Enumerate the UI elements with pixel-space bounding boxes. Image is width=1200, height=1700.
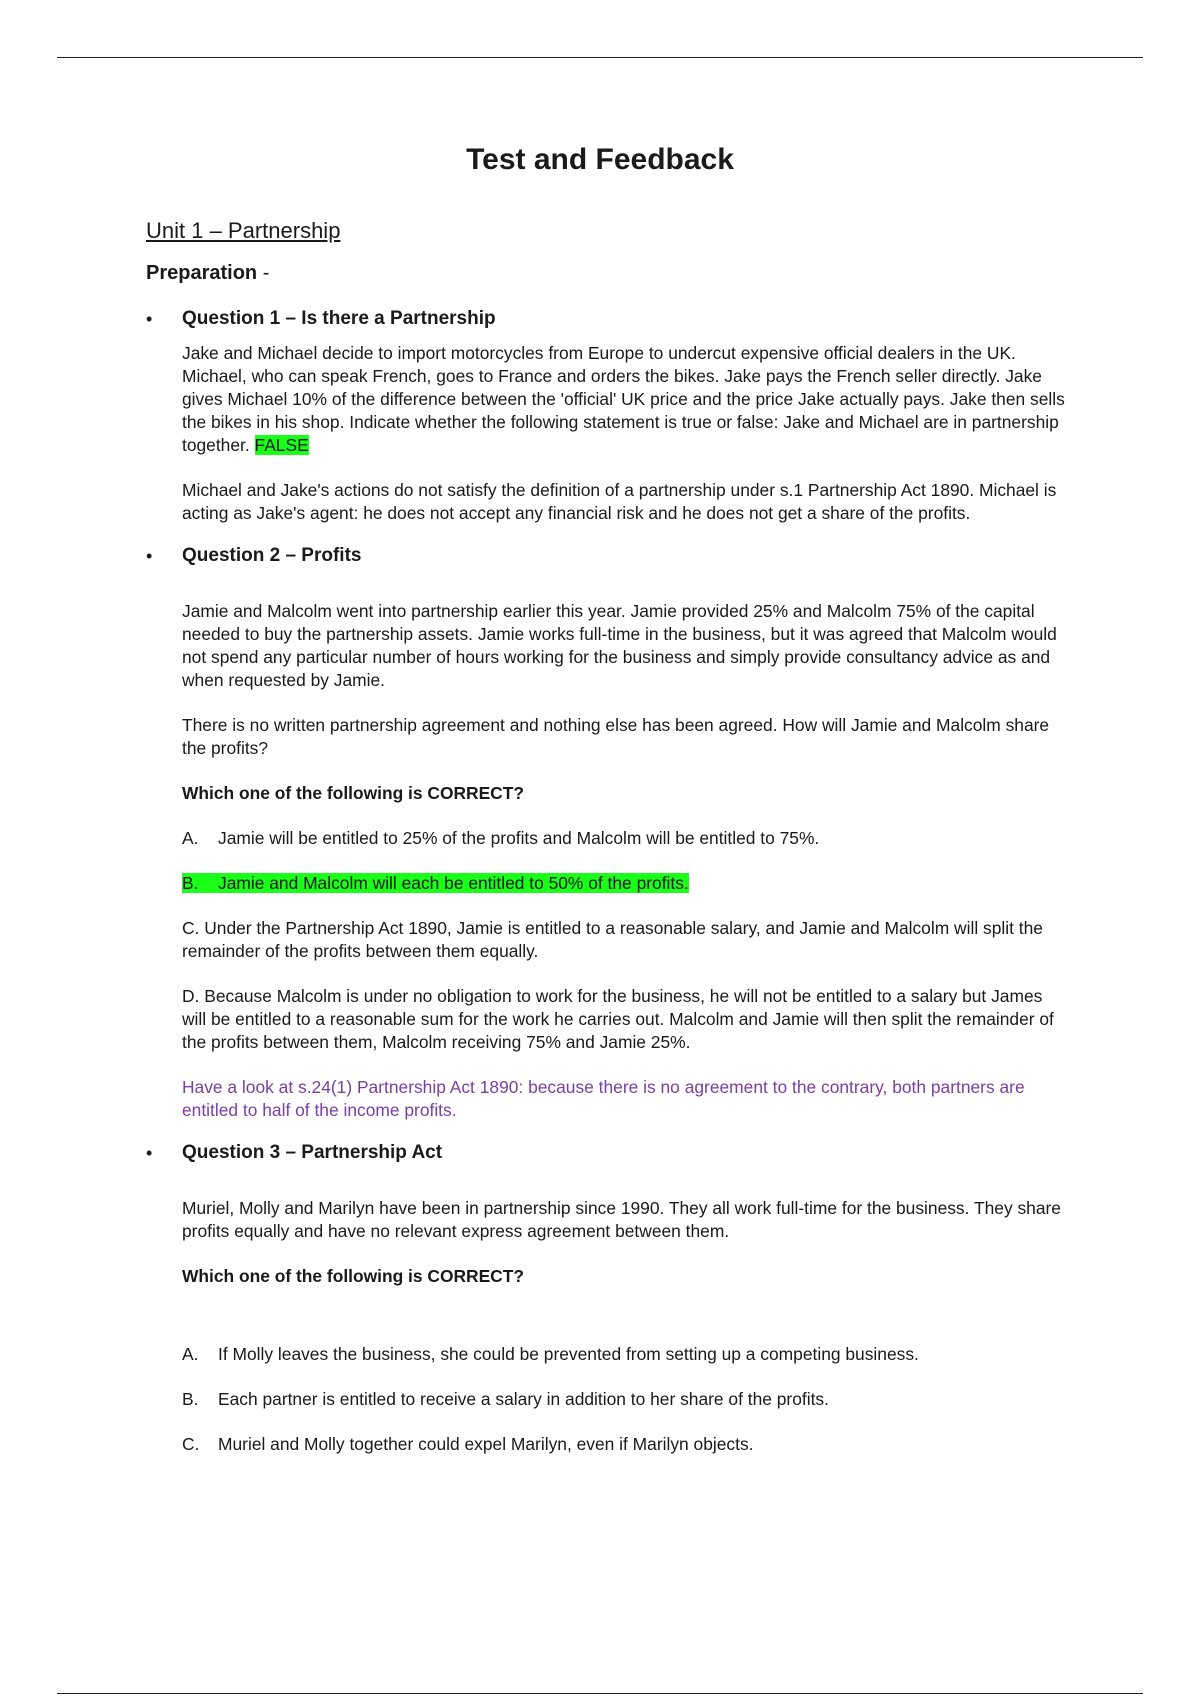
preparation-heading: [146, 262, 1066, 285]
question-3-option-a: [182, 1343, 1066, 1366]
document-body: [146, 218, 1066, 1456]
top-rule: [57, 57, 1143, 58]
bullet-icon: •: [146, 546, 153, 566]
question-3-option-b: [182, 1388, 1066, 1411]
question-3-scenario: Muriel, Molly and Marilyn have been in partnership since 1990. They all work full-time for the business. They share profits equally and have no relevant express agreement between them.: [182, 1198, 1061, 1241]
question-1: [146, 307, 1066, 525]
bottom-rule: [57, 1693, 1143, 1694]
bullet-icon: •: [146, 1143, 153, 1163]
question-2-option-c: C. Under the Partnership Act 1890, Jamie is entitled to a reasonable salary, and Jamie and Malcolm will split the remainder of the profits between them equally.: [182, 918, 1043, 961]
question-1-heading: Question 1 – Is there a Partnership: [182, 308, 496, 329]
question-2-scenario-2: There is no written partnership agreement and nothing else has been agreed. How will Jamie and Malcolm share the profits?: [182, 715, 1050, 758]
option-text: Each partner is entitled to receive a salary in addition to her share of the profits.: [218, 1389, 829, 1409]
option-text: Jamie and Malcolm will each be entitled to 50% of the profits.: [218, 873, 689, 893]
option-letter: B.: [182, 873, 199, 893]
option-letter: C.: [182, 1434, 200, 1454]
unit-heading: Unit 1 – Partnership: [146, 218, 341, 243]
question-2-heading: Question 2 – Profits: [182, 545, 362, 566]
question-1-scenario: [182, 342, 1066, 457]
question-2-option-d: D. Because Malcolm is under no obligation to work for the business, he will not be entitled to a salary but James will be entitled to a reasonable sum for the work he carries out. Malcolm and Jamie will then split the remainder of the profits between them, Malcolm receiving 75% and Jamie 25%.: [182, 986, 1054, 1052]
page-title: Test and Feedback: [466, 143, 734, 176]
question-2-correct-answer: [182, 873, 689, 893]
question-2: [146, 544, 1066, 1122]
question-2-prompt: Which one of the following is CORRECT?: [182, 783, 524, 803]
question-2-scenario: Jamie and Malcolm went into partnership earlier this year. Jamie provided 25% and Malcolm 75% of the capital needed to buy the partnership assets. Jamie works full-time in the business, but it was agreed that Malcolm would not spend any particular number of hours working for the business and simply provide consultancy advice as and when requested by Jamie.: [182, 601, 1057, 690]
question-2-option-a: [182, 827, 1066, 850]
option-letter: B.: [182, 1389, 199, 1409]
question-1-scenario-text: Jake and Michael decide to import motorcycles from Europe to undercut expensive official dealers in the UK. Michael, who can speak French, goes to France and orders the bikes. Jake pays the French seller directly. Jake gives Michael 10% of the difference between the 'official' UK price and the price Jake actually pays. Jake then sells the bikes in his shop. Indicate whether the following statement is true or false: Jake and Michael are in partnership together.: [182, 343, 1065, 455]
option-text: Muriel and Molly together could expel Marilyn, even if Marilyn objects.: [218, 1434, 754, 1454]
option-letter: A.: [182, 828, 199, 848]
question-3-option-c: [182, 1433, 1066, 1456]
question-3-heading: Question 3 – Partnership Act: [182, 1142, 443, 1163]
preparation-label: Preparation: [146, 262, 258, 284]
question-1-answer: FALSE: [254, 435, 309, 455]
question-3: [146, 1141, 1066, 1456]
question-3-prompt: Which one of the following is CORRECT?: [182, 1266, 524, 1286]
question-2-feedback: Have a look at s.24(1) Partnership Act 1890: because there is no agreement to the contrary, both partners are entitled to half of the income profits.: [182, 1077, 1025, 1120]
option-text: Jamie will be entitled to 25% of the profits and Malcolm will be entitled to 75%.: [218, 828, 820, 848]
option-letter: A.: [182, 1344, 199, 1364]
question-1-feedback: Michael and Jake's actions do not satisfy the definition of a partnership under s.1 Partnership Act 1890. Michael is acting as Jake's agent: he does not accept any financial risk and he does not get a share of the profits.: [182, 480, 1057, 523]
preparation-dash: -: [262, 262, 270, 284]
option-text: If Molly leaves the business, she could be prevented from setting up a competing business.: [218, 1344, 919, 1364]
question-2-option-b: [182, 872, 1066, 895]
bullet-icon: •: [146, 309, 153, 329]
